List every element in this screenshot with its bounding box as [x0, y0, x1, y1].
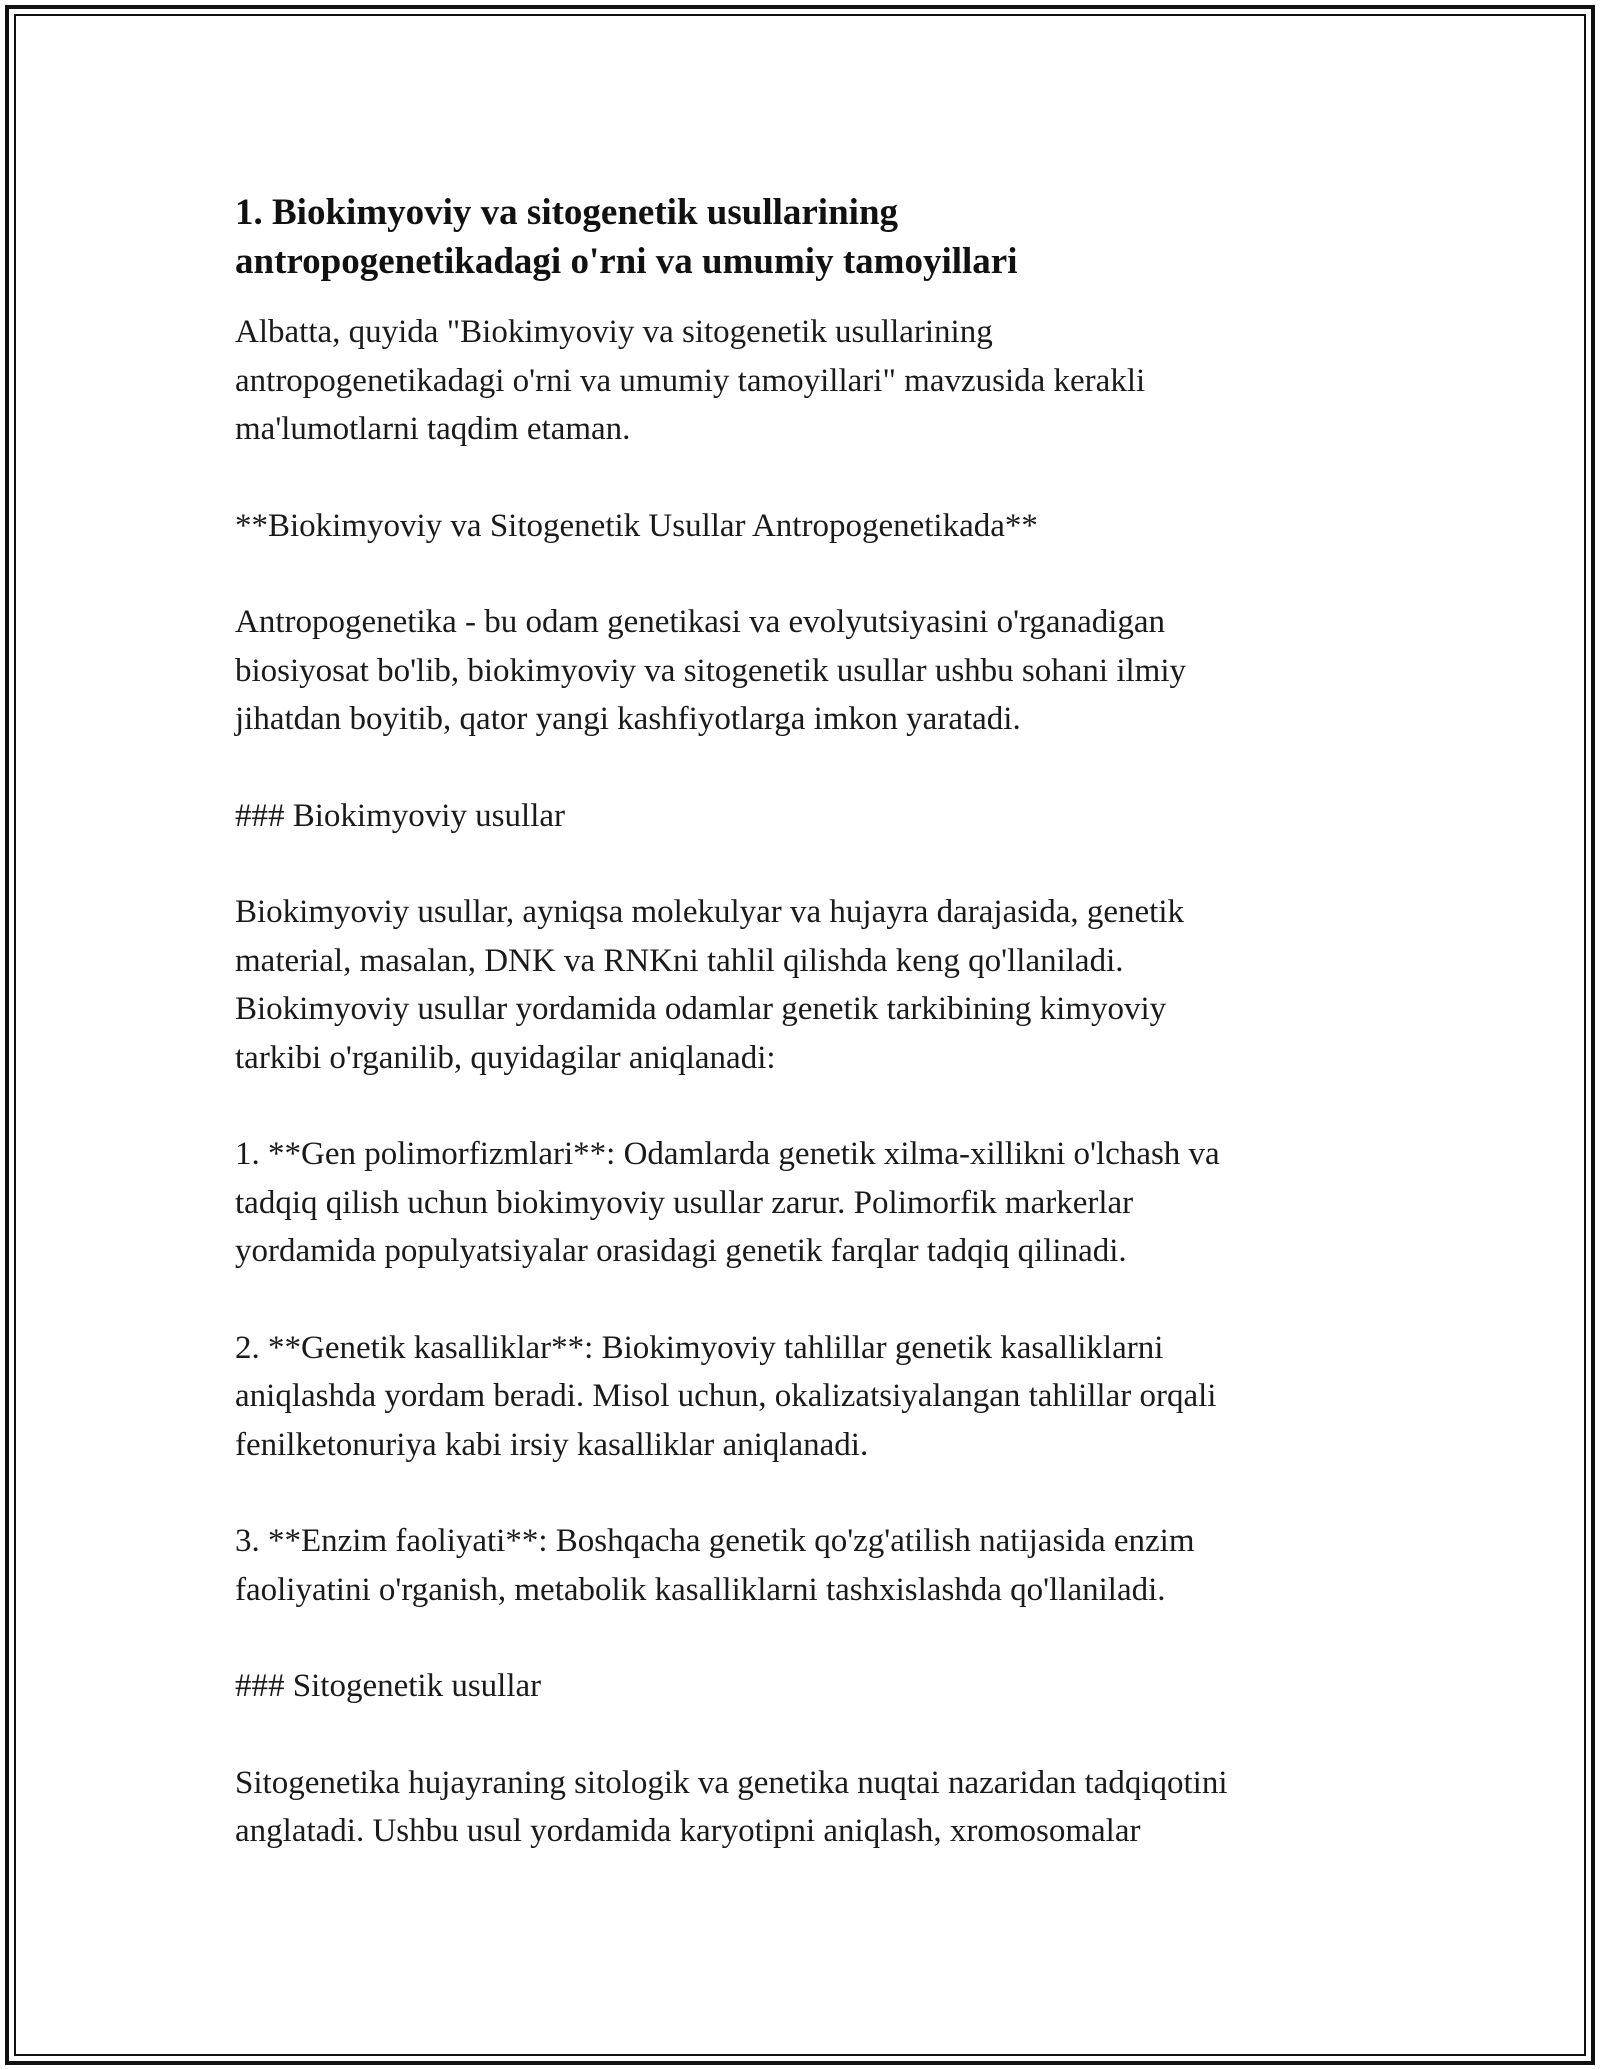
text-line: biosiyosat bo'lib, biokimyoviy va sitogenetik usullar ushbu sohani ilmiy: [235, 652, 1186, 689]
text-line: Albatta, quyida "Biokimyoviy va sitogenetik usullarining: [235, 314, 993, 350]
title-line: antropogenetikadagi o'rni va umumiy tamoyillari: [235, 241, 1018, 282]
text-line: Biokimyoviy usullar, ayniqsa molekulyar va hujayra darajasida, genetik: [235, 894, 1185, 930]
text-line: aniqlashda yordam beradi. Misol uchun, okalizatsiyalangan tahlillar orqali: [235, 1378, 1217, 1414]
text-line: anglatadi. Ushbu usul yordamida karyotipni aniqlash, xromosomalar: [235, 1813, 1141, 1849]
text-line: ### Biokimyoviy usullar: [235, 797, 565, 834]
text-line: tadqiq qilish uchun biokimyoviy usullar zarur. Polimorfik markerlar: [235, 1184, 1134, 1221]
document-title: [235, 188, 1365, 286]
text-line: material, masalan, DNK va RNKni tahlil qilishda keng qo'llaniladi.: [235, 942, 1124, 979]
text-line: 2. **Genetik kasalliklar**: Biokimyoviy tahlillar genetik kasalliklarni: [235, 1329, 1164, 1366]
text-line: ma'lumotlarni taqdim etaman.: [235, 411, 631, 447]
text-line: fenilketonuriya kabi irsiy kasalliklar aniqlanadi.: [235, 1426, 869, 1463]
intro-paragraph: [235, 308, 1365, 454]
text-line: jihatdan boyitib, qator yangi kashfiyotlarga imkon yaratadi.: [235, 701, 1021, 737]
subheading-cytogenetic: [235, 1662, 1365, 1711]
document-body: [235, 188, 1365, 1904]
list-item-gene-polymorphisms: [235, 1130, 1365, 1276]
text-line: tarkibi o'rganilib, quyidagilar aniqlanadi:: [235, 1039, 776, 1076]
list-item-genetic-diseases: [235, 1324, 1365, 1470]
text-line: **Biokimyoviy va Sitogenetik Usullar Antropogenetikada**: [235, 507, 1038, 544]
list-item-enzyme-activity: [235, 1517, 1365, 1614]
text-line: yordamida populyatsiyalar orasidagi genetik farqlar tadqiq qilinadi.: [235, 1233, 1127, 1269]
text-line: ### Sitogenetik usullar: [235, 1668, 542, 1704]
text-line: Biokimyoviy usullar yordamida odamlar genetik tarkibining kimyoviy: [235, 991, 1167, 1027]
biochemical-paragraph: [235, 888, 1365, 1082]
text-line: Sitogenetika hujayraning sitologik va genetika nuqtai nazaridan tadqiqotini: [235, 1764, 1228, 1801]
subheading-biochemical: [235, 792, 1365, 841]
text-line: 1. **Gen polimorfizmlari**: Odamlarda genetik xilma-xillikni o'lchash va: [235, 1136, 1220, 1172]
text-line: faoliyatini o'rganish, metabolik kasalliklarni tashxislashda qo'llaniladi.: [235, 1571, 1166, 1608]
section-heading-main: [235, 502, 1365, 551]
text-line: antropogenetikadagi o'rni va umumiy tamoyillari" mavzusida kerakli: [235, 362, 1146, 399]
title-line: 1. Biokimyoviy va sitogenetik usullarining: [235, 192, 899, 233]
text-line: 3. **Enzim faoliyati**: Boshqacha genetik qo'zg'atilish natijasida enzim: [235, 1523, 1195, 1559]
text-line: Antropogenetika - bu odam genetikasi va evolyutsiyasini o'rganadigan: [235, 604, 1166, 640]
antropogenetika-paragraph: [235, 598, 1365, 744]
cytogenetic-paragraph: [235, 1759, 1365, 1856]
